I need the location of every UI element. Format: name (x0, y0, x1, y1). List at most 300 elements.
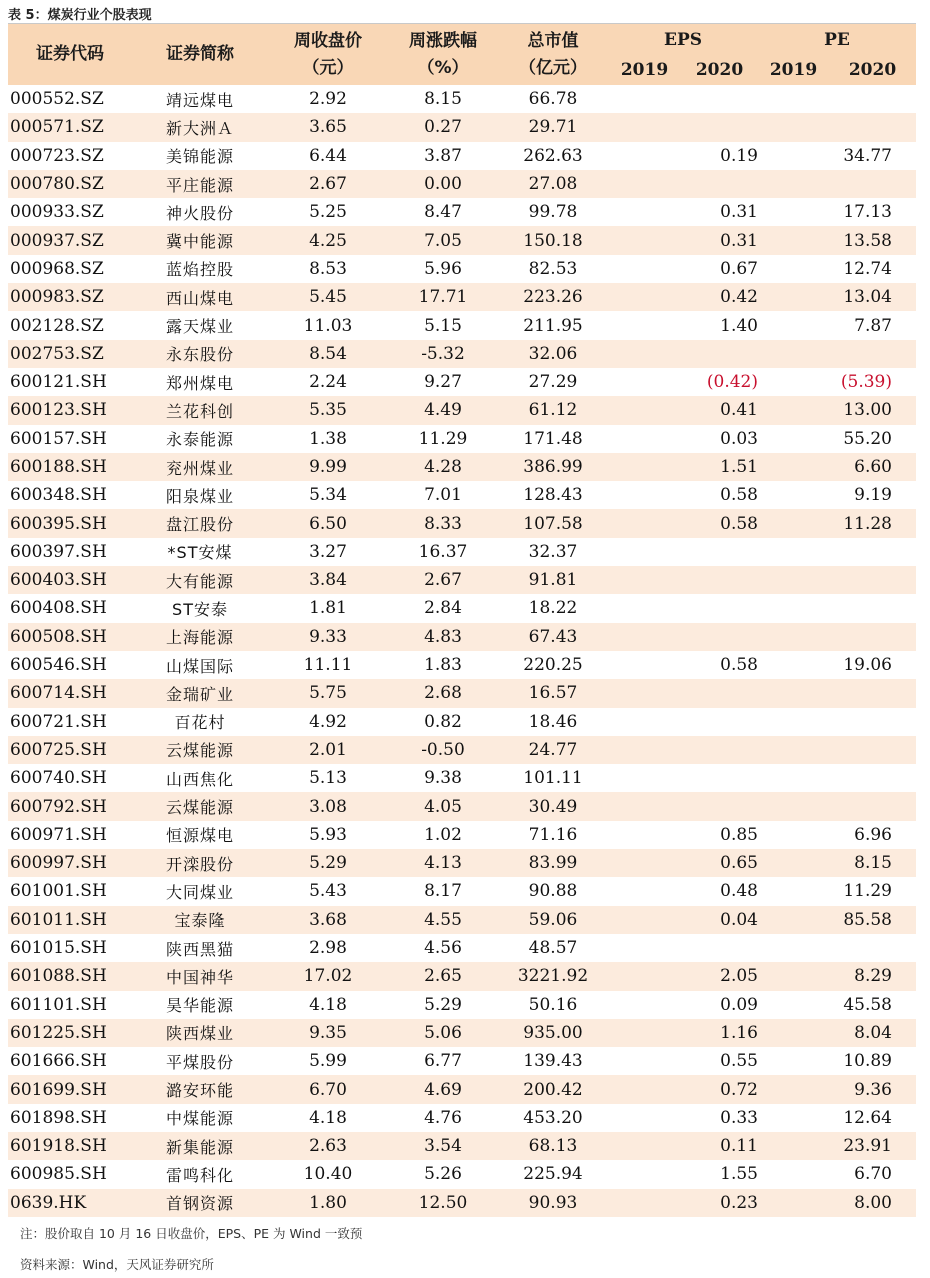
cell-mcap: 935.00 (498, 1019, 608, 1047)
cell-close: 10.40 (303, 1164, 353, 1185)
cell-pe-2019 (758, 962, 829, 990)
cell-name: 云煤能源 (132, 792, 268, 820)
cell-eps-2019 (608, 736, 681, 764)
table-row (8, 821, 916, 849)
cell-change: 0.00 (388, 170, 498, 198)
cell-mcap: 107.58 (498, 509, 608, 537)
cell-eps-2020: 0.31 (681, 226, 758, 254)
table-row (8, 736, 916, 764)
cell-code: 601666.SH (10, 1051, 107, 1072)
header-change-unit: （%） (417, 57, 469, 78)
cell-mcap: 29.71 (498, 113, 608, 141)
cell-mcap: 386.99 (498, 453, 608, 481)
cell-close: 11.11 (303, 655, 353, 676)
cell-close: 5.29 (268, 849, 388, 877)
cell-pe-2019 (758, 113, 829, 141)
cell-mcap: 66.78 (528, 89, 578, 110)
table-row (8, 1160, 916, 1188)
table-row (8, 481, 916, 509)
table-title: 表 5：煤炭行业个股表现 (8, 8, 152, 23)
table-row (8, 396, 916, 424)
cell-code: 601225.SH (8, 1019, 132, 1047)
cell-close: 5.25 (309, 202, 347, 223)
cell-name: 阳泉煤业 (165, 486, 234, 506)
cell-eps-2020 (681, 566, 758, 594)
cell-name: 百花村 (174, 713, 226, 733)
cell-change: 4.55 (388, 906, 498, 934)
cell-close: 1.81 (309, 598, 347, 619)
cell-mcap: 32.37 (528, 541, 578, 562)
cell-eps-2020: 1.40 (720, 315, 758, 336)
cell-pe-2019 (758, 170, 829, 198)
table-row (8, 85, 916, 113)
cell-code: 601898.SH (10, 1107, 107, 1128)
header-close (268, 24, 388, 85)
header-pe-2019: 2019 (758, 55, 829, 85)
table-row (8, 538, 916, 566)
cell-close: 6.50 (268, 509, 388, 537)
cell-eps-2019 (608, 1189, 681, 1217)
cell-code: 601015.SH (10, 938, 107, 959)
cell-close: 9.99 (268, 453, 388, 481)
cell-change: 0.82 (424, 711, 462, 732)
cell-code: 002128.SZ (10, 315, 104, 336)
cell-eps-2020: 0.23 (681, 1189, 758, 1217)
cell-eps-2020: 2.05 (681, 962, 758, 990)
cell-close: 4.18 (309, 994, 347, 1015)
cell-pe-2019 (758, 255, 829, 283)
cell-pe-2020: 11.28 (829, 509, 916, 537)
cell-close: 1.38 (309, 428, 347, 449)
cell-pe-2020 (829, 792, 916, 820)
cell-name: 永东股份 (132, 340, 268, 368)
cell-eps-2019 (608, 566, 681, 594)
table-row (8, 1047, 916, 1075)
cell-name: 山西焦化 (165, 769, 234, 789)
cell-mcap: 223.26 (498, 283, 608, 311)
cell-mcap: 90.88 (528, 881, 578, 902)
cell-code: 000780.SZ (8, 170, 132, 198)
cell-close: 6.44 (309, 145, 347, 166)
cell-name: 金瑞矿业 (132, 679, 268, 707)
cell-code: 600971.SH (10, 824, 107, 845)
header-mcap-label: 总市值 (527, 30, 579, 51)
header-pe-2020: 2020 (829, 55, 916, 85)
cell-mcap: 68.13 (498, 1132, 608, 1160)
cell-name: 中国神华 (132, 962, 268, 990)
cell-eps-2020: 1.16 (681, 1019, 758, 1047)
cell-mcap: 16.57 (498, 679, 608, 707)
cell-eps-2019 (608, 679, 681, 707)
cell-code: 000933.SZ (10, 202, 104, 223)
cell-close: 5.35 (268, 396, 388, 424)
cell-pe-2019 (758, 509, 829, 537)
cell-close: 3.27 (309, 541, 347, 562)
cell-code: 600188.SH (8, 453, 132, 481)
cell-name: 盘江股份 (132, 509, 268, 537)
cell-eps-2019 (608, 962, 681, 990)
cell-eps-2019 (608, 113, 681, 141)
cell-name: 恒源煤电 (165, 826, 234, 846)
cell-eps-2019 (608, 623, 681, 651)
data-source: 资料来源：Wind，天风证券研究所 (20, 1257, 214, 1272)
cell-change: 8.47 (424, 202, 462, 223)
cell-eps-2019 (608, 1047, 681, 1075)
cell-change: 4.83 (388, 623, 498, 651)
cell-change: 9.27 (424, 372, 462, 393)
cell-code: 600397.SH (10, 541, 107, 562)
header-eps-2020: 2020 (681, 55, 758, 85)
cell-name: 兖州煤业 (132, 453, 268, 481)
cell-close: 5.93 (309, 824, 347, 845)
cell-eps-2020: 0.58 (720, 485, 758, 506)
cell-name: 美锦能源 (165, 147, 234, 167)
cell-pe-2019 (758, 538, 829, 566)
cell-name: 昊华能源 (165, 996, 234, 1016)
cell-mcap: 128.43 (523, 485, 583, 506)
cell-mcap: 225.94 (523, 1164, 583, 1185)
cell-name: 新集能源 (132, 1132, 268, 1160)
cell-code: 000571.SZ (8, 113, 132, 141)
cell-pe-2020 (829, 594, 916, 622)
cell-eps-2019 (608, 1075, 681, 1103)
table-row (8, 962, 916, 990)
cell-mcap: 32.06 (498, 340, 608, 368)
cell-eps-2019 (608, 396, 681, 424)
cell-code: 000983.SZ (8, 283, 132, 311)
cell-name: *ST安煤 (167, 543, 233, 563)
cell-eps-2019 (608, 1160, 681, 1188)
cell-mcap: 71.16 (528, 824, 578, 845)
cell-change: 1.83 (424, 655, 462, 676)
cell-pe-2019 (758, 1019, 829, 1047)
cell-mcap: 24.77 (498, 736, 608, 764)
cell-name: 郑州煤电 (165, 373, 234, 393)
cell-pe-2019 (758, 481, 829, 509)
cell-change: 8.33 (388, 509, 498, 537)
cell-pe-2019 (758, 425, 829, 453)
table-row (8, 283, 916, 311)
cell-change: 4.56 (424, 938, 462, 959)
cell-eps-2020: 0.03 (720, 428, 758, 449)
cell-change: 5.06 (388, 1019, 498, 1047)
cell-close: 5.75 (268, 679, 388, 707)
table-row (8, 623, 916, 651)
cell-name: 兰花科创 (132, 396, 268, 424)
table-row (8, 509, 916, 537)
cell-eps-2019 (608, 368, 681, 396)
cell-pe-2020 (829, 708, 916, 736)
cell-pe-2020: 8.29 (829, 962, 916, 990)
cell-name: ST安泰 (172, 599, 228, 619)
table-row (8, 255, 916, 283)
cell-change: 8.15 (424, 89, 462, 110)
cell-name: 雷鸣科化 (165, 1165, 234, 1185)
cell-pe-2019 (758, 736, 829, 764)
cell-close: 8.54 (268, 340, 388, 368)
table-row (8, 198, 916, 226)
cell-code: 600508.SH (8, 623, 132, 651)
cell-eps-2019 (608, 226, 681, 254)
cell-mcap: 453.20 (523, 1107, 583, 1128)
cell-eps-2019 (608, 509, 681, 537)
cell-change: 4.49 (388, 396, 498, 424)
cell-change: 5.29 (424, 994, 462, 1015)
cell-eps-2019 (608, 340, 681, 368)
cell-change: 4.69 (388, 1075, 498, 1103)
cell-pe-2020: 7.87 (854, 315, 892, 336)
cell-code: 600403.SH (8, 566, 132, 594)
table-row (8, 651, 916, 679)
cell-mcap: 220.25 (523, 655, 583, 676)
cell-eps-2020 (681, 934, 758, 962)
cell-pe-2019 (758, 792, 829, 820)
cell-pe-2020 (829, 764, 916, 792)
cell-pe-2019 (758, 623, 829, 651)
cell-code: 600546.SH (10, 655, 107, 676)
cell-pe-2020: 12.74 (843, 258, 892, 279)
cell-name: 潞安环能 (132, 1075, 268, 1103)
table-body (8, 85, 916, 1217)
cell-pe-2019 (758, 1189, 829, 1217)
cell-pe-2020 (829, 736, 916, 764)
cell-change: 16.37 (418, 541, 468, 562)
cell-change: 4.05 (388, 792, 498, 820)
table-row (8, 594, 916, 622)
cell-close: 11.03 (303, 315, 353, 336)
cell-pe-2019 (758, 764, 829, 792)
cell-eps-2019 (608, 849, 681, 877)
cell-change: 2.68 (388, 679, 498, 707)
cell-pe-2020: 11.29 (843, 881, 892, 902)
cell-change: 3.87 (424, 145, 462, 166)
cell-pe-2019 (758, 453, 829, 481)
cell-mcap: 262.63 (523, 145, 583, 166)
stock-table (8, 24, 916, 1217)
table-row (8, 1104, 916, 1132)
cell-pe-2019 (758, 142, 829, 170)
cell-close: 9.35 (268, 1019, 388, 1047)
table-row (8, 934, 916, 962)
cell-change: 3.54 (388, 1132, 498, 1160)
table-row (8, 792, 916, 820)
cell-change: 9.38 (424, 768, 462, 789)
cell-eps-2019 (608, 1104, 681, 1132)
cell-name: 大有能源 (132, 566, 268, 594)
cell-mcap: 200.42 (498, 1075, 608, 1103)
cell-pe-2020: 23.91 (829, 1132, 916, 1160)
cell-pe-2020: 9.36 (829, 1075, 916, 1103)
cell-change: 7.01 (424, 485, 462, 506)
cell-pe-2019 (758, 198, 829, 226)
cell-code: 600997.SH (8, 849, 132, 877)
cell-eps-2020 (681, 594, 758, 622)
cell-pe-2020 (829, 113, 916, 141)
cell-pe-2020 (829, 623, 916, 651)
cell-eps-2019 (608, 283, 681, 311)
cell-eps-2020 (681, 538, 758, 566)
cell-name: 山煤国际 (165, 656, 234, 676)
cell-pe-2019 (758, 1075, 829, 1103)
cell-eps-2020: 0.04 (681, 906, 758, 934)
cell-change: 1.02 (424, 824, 462, 845)
table-row (8, 1019, 916, 1047)
cell-name: 新大洲Ａ (132, 113, 268, 141)
cell-change: 5.96 (424, 258, 462, 279)
cell-name: 西山煤电 (132, 283, 268, 311)
cell-pe-2019 (758, 1132, 829, 1160)
cell-change: 5.26 (424, 1164, 462, 1185)
cell-eps-2020 (681, 170, 758, 198)
cell-close: 5.13 (309, 768, 347, 789)
table-row (8, 679, 916, 707)
header-close-unit: （元） (302, 57, 354, 78)
cell-code: 600985.SH (10, 1164, 107, 1185)
table-row (8, 991, 916, 1019)
table-row (8, 113, 916, 141)
cell-pe-2019 (758, 1160, 829, 1188)
cell-pe-2020: 10.89 (843, 1051, 892, 1072)
cell-mcap: 99.78 (528, 202, 578, 223)
cell-eps-2019 (608, 991, 681, 1019)
cell-code: 000937.SZ (8, 226, 132, 254)
cell-name: 云煤能源 (132, 736, 268, 764)
cell-eps-2020 (681, 708, 758, 736)
header-close-label: 周收盘价 (294, 30, 362, 51)
cell-pe-2020 (829, 340, 916, 368)
cell-mcap: 30.49 (498, 792, 608, 820)
table-row (8, 906, 916, 934)
cell-close: 4.25 (268, 226, 388, 254)
cell-close: 2.01 (268, 736, 388, 764)
cell-code: 600408.SH (10, 598, 107, 619)
cell-eps-2020 (681, 85, 758, 113)
cell-change: 4.28 (388, 453, 498, 481)
cell-code: 600123.SH (8, 396, 132, 424)
cell-eps-2020 (681, 113, 758, 141)
cell-pe-2020 (829, 679, 916, 707)
cell-pe-2019 (758, 708, 829, 736)
cell-eps-2019 (608, 425, 681, 453)
cell-change: 7.05 (388, 226, 498, 254)
cell-close: 2.63 (268, 1132, 388, 1160)
cell-mcap: 91.81 (498, 566, 608, 594)
table-row (8, 453, 916, 481)
cell-code: 600395.SH (8, 509, 132, 537)
cell-name: 陕西黑猫 (165, 939, 234, 959)
cell-change: 2.84 (424, 598, 462, 619)
cell-close: 3.65 (268, 113, 388, 141)
cell-mcap: 139.43 (523, 1051, 583, 1072)
cell-close: 5.45 (268, 283, 388, 311)
cell-code: 601918.SH (8, 1132, 132, 1160)
cell-pe-2019 (758, 283, 829, 311)
cell-pe-2020 (829, 538, 916, 566)
cell-name: 蓝焰控股 (165, 260, 234, 280)
cell-pe-2019 (758, 991, 829, 1019)
cell-code: 601088.SH (8, 962, 132, 990)
cell-eps-2019 (608, 1132, 681, 1160)
cell-eps-2019 (608, 85, 681, 113)
cell-change: 11.29 (418, 428, 468, 449)
header-pe: PE (758, 24, 916, 55)
cell-code: 601101.SH (10, 994, 107, 1015)
cell-eps-2020: 0.11 (681, 1132, 758, 1160)
cell-change: 4.13 (388, 849, 498, 877)
cell-eps-2020: 0.31 (720, 202, 758, 223)
cell-close: 3.84 (268, 566, 388, 594)
table-header (8, 24, 916, 85)
table-row (8, 311, 916, 339)
cell-pe-2019 (758, 566, 829, 594)
cell-code: 601011.SH (8, 906, 132, 934)
header-eps-2019: 2019 (608, 55, 681, 85)
cell-eps-2020: 0.41 (681, 396, 758, 424)
cell-close: 2.67 (268, 170, 388, 198)
cell-pe-2020: 13.00 (829, 396, 916, 424)
table-row (8, 340, 916, 368)
cell-mcap: 101.11 (523, 768, 583, 789)
cell-mcap: 61.12 (498, 396, 608, 424)
cell-change: -5.32 (388, 340, 498, 368)
cell-eps-2020 (681, 679, 758, 707)
cell-change: 4.76 (424, 1107, 462, 1128)
cell-close: 4.92 (309, 711, 347, 732)
cell-eps-2019 (608, 311, 681, 339)
cell-mcap: 67.43 (498, 623, 608, 651)
cell-pe-2020 (829, 566, 916, 594)
cell-pe-2019 (758, 594, 829, 622)
cell-close: 2.98 (309, 938, 347, 959)
cell-close: 4.18 (309, 1107, 347, 1128)
cell-name: 平煤股份 (165, 1052, 234, 1072)
cell-eps-2019 (608, 764, 681, 792)
cell-eps-2019 (608, 877, 681, 905)
table-row (8, 1132, 916, 1160)
cell-code: 000552.SZ (10, 89, 104, 110)
cell-code: 601001.SH (10, 881, 107, 902)
cell-name: 大同煤业 (165, 882, 234, 902)
cell-eps-2019 (608, 906, 681, 934)
cell-eps-2019 (608, 821, 681, 849)
cell-mcap: 150.18 (498, 226, 608, 254)
cell-pe-2019 (758, 821, 829, 849)
cell-eps-2020: 0.48 (720, 881, 758, 902)
header-change-label: 周涨跌幅 (409, 30, 477, 51)
cell-pe-2019 (758, 679, 829, 707)
header-code: 证券代码 (8, 24, 132, 85)
cell-mcap: 211.95 (523, 315, 583, 336)
table-row (8, 170, 916, 198)
cell-eps-2020 (681, 623, 758, 651)
cell-close: 2.92 (309, 89, 347, 110)
cell-eps-2019 (608, 453, 681, 481)
cell-pe-2019 (758, 877, 829, 905)
cell-pe-2019 (758, 85, 829, 113)
cell-eps-2019 (608, 1019, 681, 1047)
cell-eps-2020: 0.67 (720, 258, 758, 279)
cell-eps-2019 (608, 142, 681, 170)
table-row (8, 1189, 916, 1217)
cell-name: 宝泰隆 (132, 906, 268, 934)
cell-name: 上海能源 (132, 623, 268, 651)
cell-name: 神火股份 (165, 203, 234, 223)
cell-change: 5.15 (424, 315, 462, 336)
table-row (8, 849, 916, 877)
cell-eps-2019 (608, 594, 681, 622)
table-note: 注：股价取自 10 月 16 日收盘价，EPS、PE 为 Wind 一致预 (20, 1226, 363, 1241)
cell-mcap: 83.99 (498, 849, 608, 877)
